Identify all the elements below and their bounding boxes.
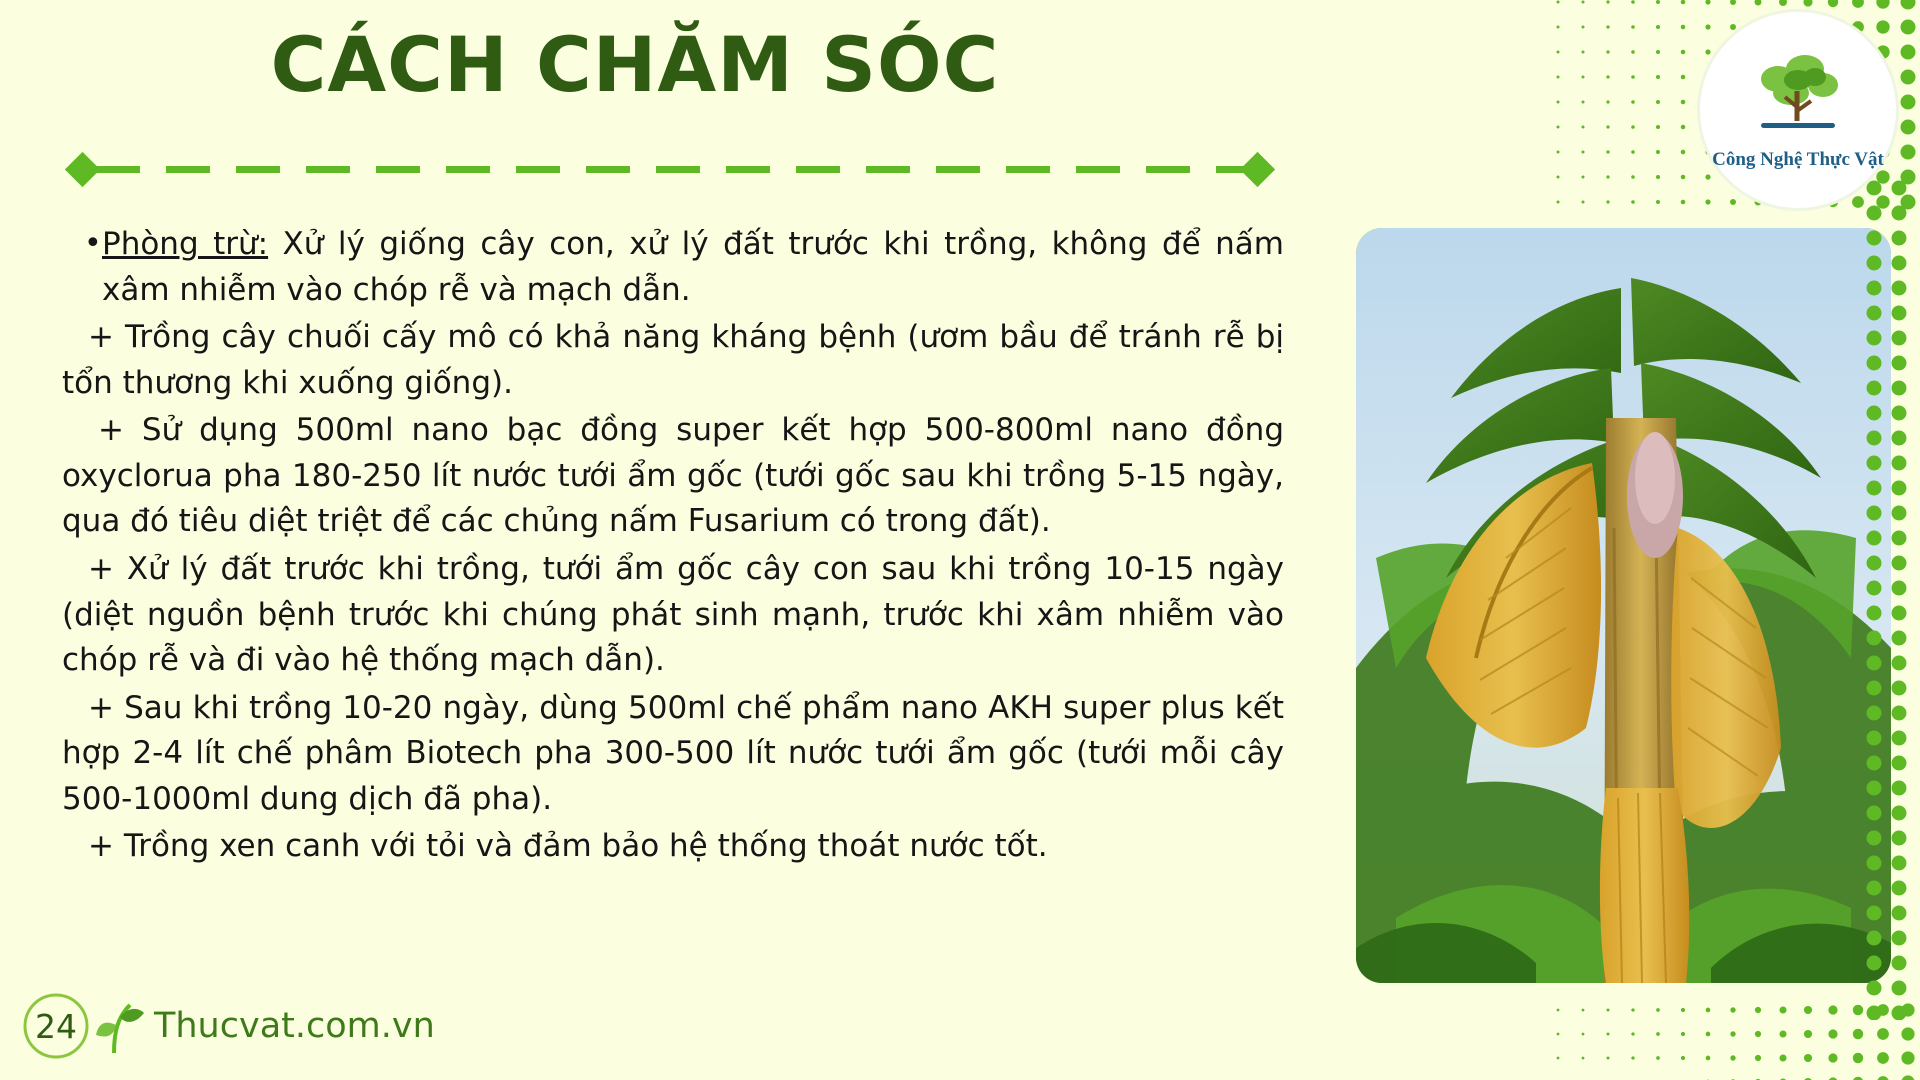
banana-plant-photo	[1356, 228, 1891, 983]
site-url: Thucvat.com.vn	[154, 1006, 435, 1046]
footer	[18, 988, 435, 1064]
page-title: CÁCH CHĂM SÓC	[270, 20, 1000, 109]
logo-text: Công Nghệ Thực Vật	[1712, 149, 1884, 170]
bullet-text	[102, 222, 1284, 313]
paragraph-text: + Sử dụng 500ml nano bạc đồng super kết hợp 500-800ml nano đồng oxyclorua pha 180-250 lít nước tưới ẩm gốc (tưới gốc sau khi trồng 5-15 ngày, qua đó tiêu diệt triệt để các chủng nấm Fusarium có trong đất).	[62, 412, 1284, 540]
paragraph	[62, 686, 1284, 823]
paragraph-text: + Sau khi trồng 10-20 ngày, dùng 500ml chế phẩm nano AKH super plus kết hợp 2-4 lít chế phâm Biotech pha 300-500 lít nước tưới ẩm gốc (tưới mỗi cây 500-1000ml dung dịch đã pha).	[62, 689, 1284, 817]
paragraph	[62, 824, 1284, 870]
brand-logo	[1700, 12, 1896, 208]
decorative-divider	[70, 152, 1270, 188]
dot-pattern-right	[1862, 180, 1920, 1020]
paragraph	[62, 408, 1284, 545]
paragraph-text: + Trồng xen canh với tỏi và đảm bảo hệ thống thoát nước tốt.	[88, 828, 1048, 865]
paragraph	[62, 315, 1284, 406]
tree-icon	[1743, 49, 1853, 145]
bullet-item	[62, 222, 1284, 313]
body-content	[62, 222, 1284, 870]
bullet-body: Xử lý giống cây con, xử lý đất trước khi trồng, không để nấm xâm nhiễm vào chóp rễ và mạch dẫn.	[102, 226, 1284, 308]
divider-dashed-bar	[96, 166, 1244, 173]
bullet-label: Phòng trừ:	[102, 226, 269, 262]
divider-diamond-right	[1240, 152, 1275, 187]
paragraph	[62, 547, 1284, 684]
divider-diamond-left	[65, 152, 100, 187]
paragraph-text: + Trồng cây chuối cấy mô có khả năng kháng bệnh (ươm bầu để tránh rễ bị tổn thương khi xuống giống).	[62, 319, 1284, 401]
photo-illustration	[1356, 228, 1891, 983]
bullet-dot-icon: •	[84, 226, 102, 261]
paragraph-text: + Xử lý đất trước khi trồng, tưới ẩm gốc cây con sau khi trồng 10-15 ngày (diệt nguồn bệnh trước khi chúng phát sinh mạnh, trước khi xâm nhiễm vào chóp rễ và đi vào hệ thống mạch dẫn).	[62, 550, 1284, 679]
page-badge	[18, 988, 94, 1064]
page-number: 24	[35, 1006, 77, 1046]
